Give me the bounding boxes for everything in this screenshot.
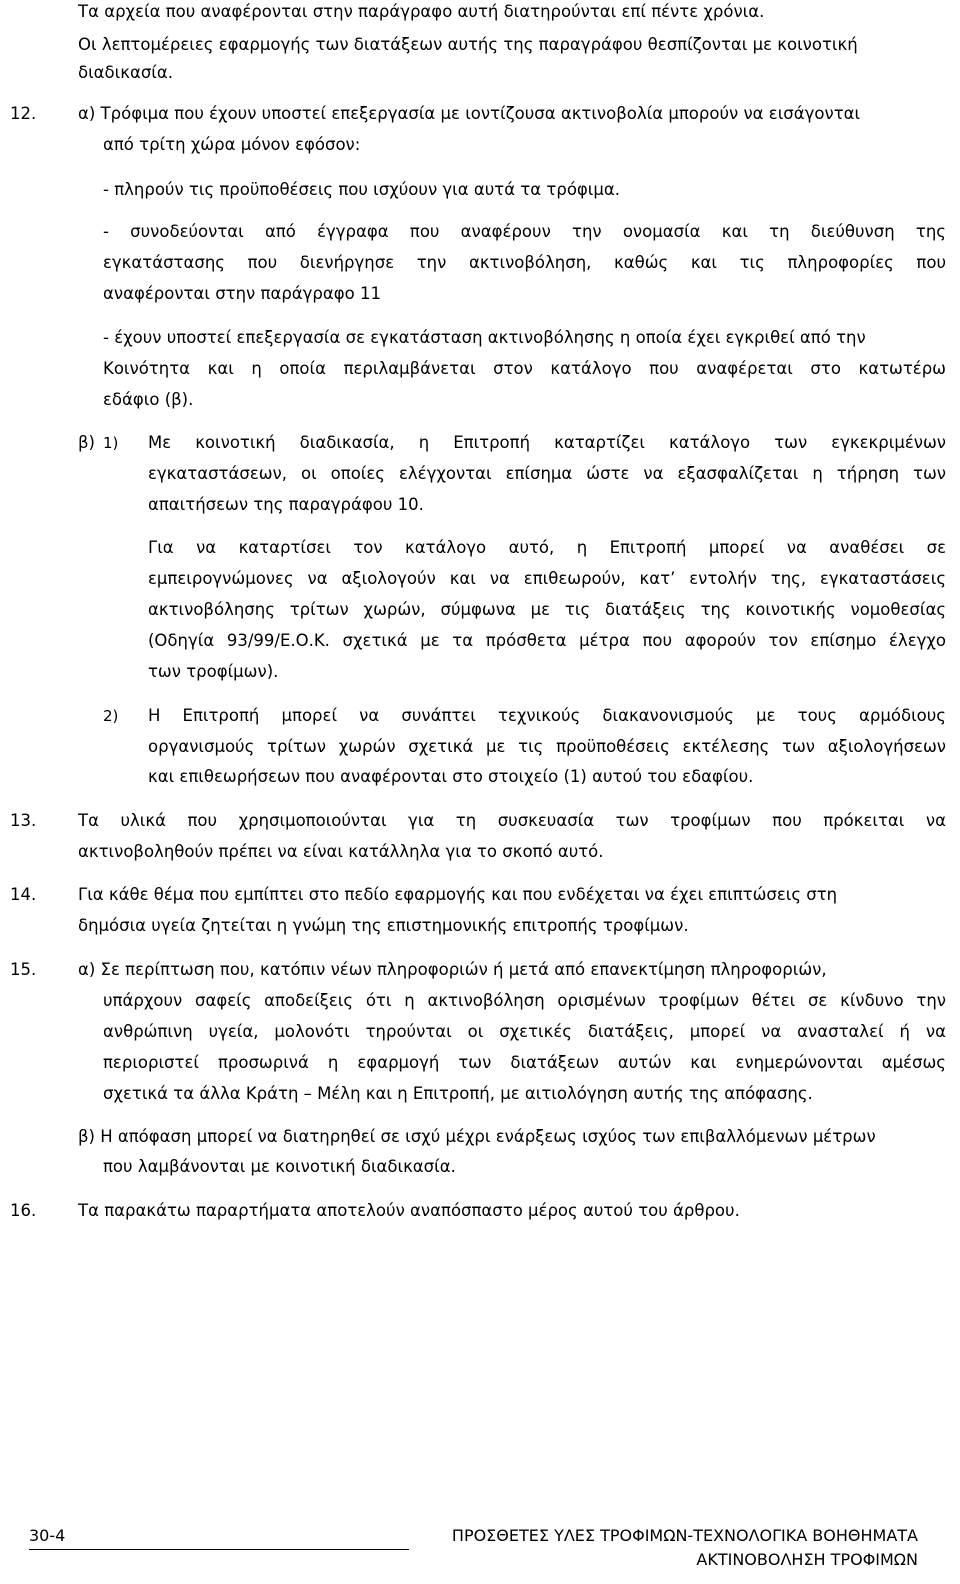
p12-b2-line-2: οργανισμούς τρίτων χωρών σχετικά με τις προϋποθέσεις εκτέλεσης των αξιολογήσεων (148, 737, 946, 756)
p12-b1-p2-line-2: εμπειρογνώμονες να αξιολογούν και να επιθεωρούν, κατ’ εντολήν της, εγκαταστάσεις (148, 569, 946, 588)
paragraph-16-number: 16. (10, 1201, 37, 1220)
p12-bullet-2-line-3: αναφέρονται στην παράγραφο 11 (103, 284, 382, 303)
footer-divider (29, 1549, 409, 1550)
p12-b2-number: 2) (103, 707, 119, 725)
p12-bullet-3-line-1: - έχουν υποστεί επεξεργασία σε εγκατάσταση ακτινοβόλησης η οποία έχει εγκριθεί από την (103, 328, 866, 347)
p15-a-line-4: περιοριστεί προσωρινά η εφαρμογή των διατάξεων αυτών και ενημερώνονται αμέσως (103, 1053, 946, 1072)
p12-bullet-1: - πληρούν τις προϋποθέσεις που ισχύουν για αυτά τα τρόφιμα. (103, 180, 620, 199)
p12-a-line-2: από τρίτη χώρα μόνον εφόσον: (103, 135, 361, 154)
footer-title-line-1: ΠΡΟΣΘΕΤΕΣ ΥΛΕΣ ΤΡΟΦΙΜΩΝ-ΤΕΧΝΟΛΟΓΙΚΑ ΒΟΗΘΗΜΑΤΑ (451, 1526, 918, 1545)
paragraph-14-number: 14. (10, 885, 37, 904)
footer-page-number: 30-4 (29, 1526, 66, 1545)
p12-b1-p2-line-1: Για να καταρτίσει τον κατάλογο αυτό, η Επιτροπή μπορεί να αναθέσει σε (148, 538, 946, 557)
p12-bullet-3-line-2: Κοινότητα και η οποία περιλαμβάνεται στον κατάλογο που αναφέρεται στο κατωτέρω (103, 359, 946, 378)
p12-a-line-1: α) Τρόφιμα που έχουν υποστεί επεξεργασία με ιοντίζουσα ακτινοβολία μπορούν να εισάγονται (78, 104, 861, 123)
p12-b1-line-2: εγκαταστάσεων, οι οποίες ελέγχονται επίσημα ώστε να εξασφαλίζεται η τήρηση των (148, 464, 946, 483)
p15-b-line-1: β) Η απόφαση μπορεί να διατηρηθεί σε ισχύ μέχρι ενάρξεως ισχύος των επιβαλλόμενων μέτρων (78, 1127, 876, 1146)
p12-b1-p2-line-4: (Οδηγία 93/99/Ε.Ο.Κ. σχετικά με τα πρόσθετα μέτρα που αφορούν τον επίσημο έλεγχο (148, 631, 946, 650)
p12-bullet-2-line-2: εγκατάστασης που διενήργησε την ακτινοβόληση, καθώς και τις πληροφορίες που (103, 253, 946, 272)
p15-a-line-2: υπάρχουν σαφείς αποδείξεις ότι η ακτινοβόληση ορισμένων τροφίμων θέτει σε κίνδυνο την (103, 991, 946, 1010)
footer-title-line-2: ΑΚΤΙΝΟΒΟΛΗΣΗ ΤΡΟΦΙΜΩΝ (696, 1550, 918, 1569)
p15-a-line-5: σχετικά τα άλλα Κράτη – Μέλη και η Επιτροπή, με αιτιολόγηση αυτής της απόφασης. (103, 1084, 813, 1103)
paragraph-15-number: 15. (10, 960, 37, 979)
paragraph-13-number: 13. (10, 811, 37, 830)
p12-b2-line-3: και επιθεωρήσεων που αναφέρονται στο στοιχείο (1) αυτού του εδαφίου. (148, 767, 754, 786)
p12-b1-p2-line-5: των τροφίμων). (148, 662, 279, 681)
p13-line-2: ακτινοβοληθούν πρέπει να είναι κατάλληλα για το σκοπό αυτό. (78, 842, 604, 861)
p15-b-line-2: που λαμβάνονται με κοινοτική διαδικασία. (103, 1157, 456, 1176)
p12-b-label: β) (78, 433, 95, 452)
p15-a-line-3: ανθρώπινη υγεία, μολονότι τηρούνται οι σχετικές διατάξεις, μπορεί να ανασταλεί ή να (103, 1022, 946, 1041)
p16-line-1: Τα παρακάτω παραρτήματα αποτελούν αναπόσπαστο μέρος αυτού του άρθρου. (78, 1201, 740, 1220)
p15-a-line-1: α) Σε περίπτωση που, κατόπιν νέων πληροφοριών ή μετά από επανεκτίμηση πληροφοριών, (78, 960, 827, 979)
paragraph-12-number: 12. (10, 104, 37, 123)
top-line-3: διαδικασία. (78, 63, 173, 82)
p14-line-1: Για κάθε θέμα που εμπίπτει στο πεδίο εφαρμογής και που ενδέχεται να έχει επιπτώσεις στη (78, 885, 838, 904)
top-line-2: Οι λεπτομέρειες εφαρμογής των διατάξεων αυτής της παραγράφου θεσπίζονται με κοινοτική (78, 35, 858, 54)
p13-line-1: Τα υλικά που χρησιμοποιούνται για τη συσκευασία των τροφίμων που πρόκειται να (78, 811, 946, 830)
p12-b1-line-3: απαιτήσεων της παραγράφου 10. (148, 495, 424, 514)
p12-bullet-2-line-1: - συνοδεύονται από έγγραφα που αναφέρουν την ονομασία και τη διεύθυνση της (103, 222, 946, 241)
p14-line-2: δημόσια υγεία ζητείται η γνώμη της επιστημονικής επιτροπής τροφίμων. (78, 916, 689, 935)
p12-b1-line-1: Με κοινοτική διαδικασία, η Επιτροπή καταρτίζει κατάλογο των εγκεκριμένων (148, 433, 946, 452)
p12-b2-line-1: Η Επιτροπή μπορεί να συνάπτει τεχνικούς διακανονισμούς με τους αρμόδιους (148, 706, 946, 725)
top-line-1: Τα αρχεία που αναφέρονται στην παράγραφο αυτή διατηρούνται επί πέντε χρόνια. (78, 2, 765, 21)
p12-b1-p2-line-3: ακτινοβόλησης τρίτων χωρών, σύμφωνα με τις διατάξεις της κοινοτικής νομοθεσίας (148, 600, 946, 619)
p12-bullet-3-line-3: εδάφιο (β). (103, 390, 194, 409)
p12-b1-number: 1) (103, 434, 119, 452)
